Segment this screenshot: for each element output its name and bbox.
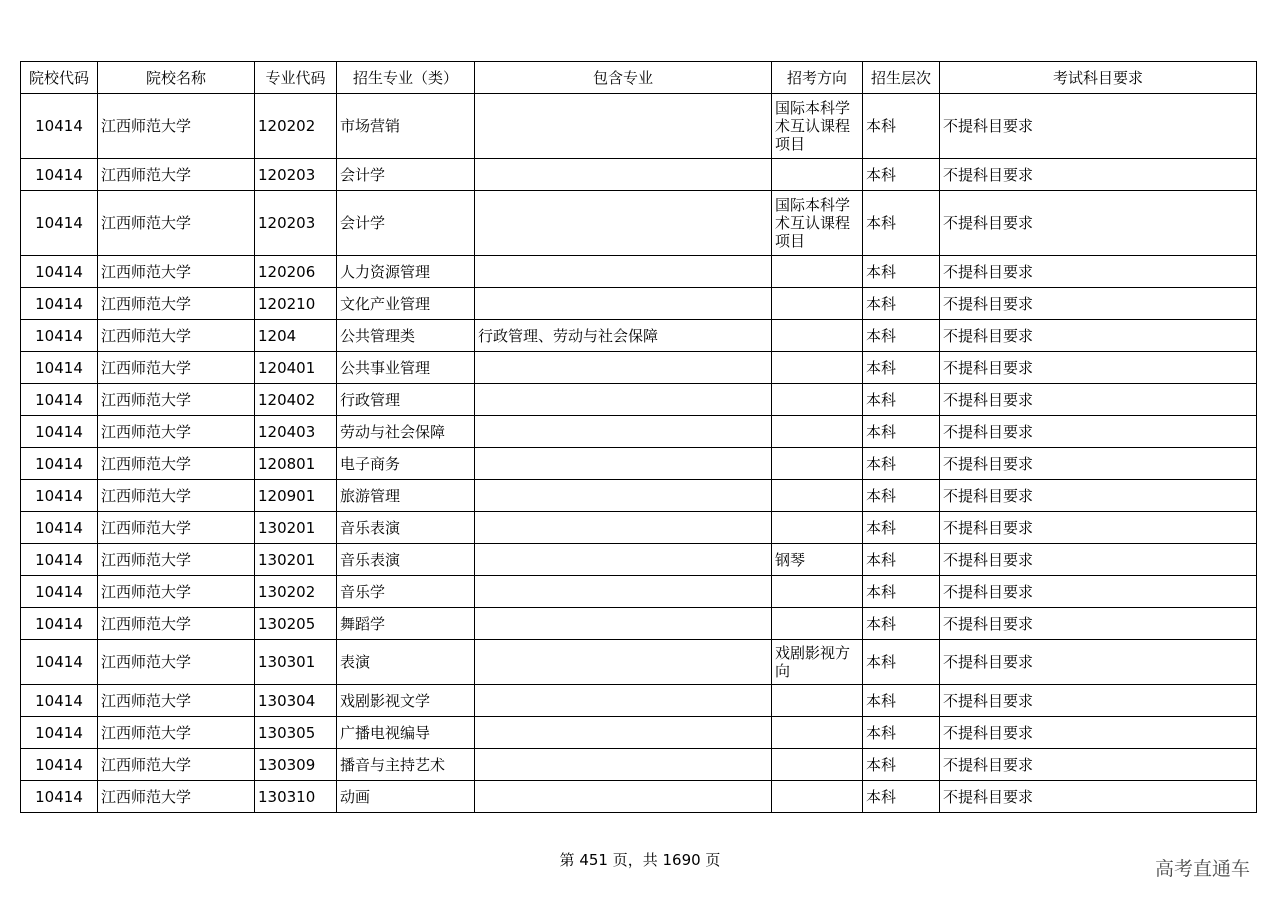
cell-included-majors [475,781,772,813]
table-row [21,576,1257,608]
cell-school-code: 10414 [21,749,98,781]
cell-major-code: 130310 [255,781,337,813]
cell-school-name: 江西师范大学 [98,320,255,352]
cell-school-name: 江西师范大学 [98,352,255,384]
cell-subject-requirement: 不提科目要求 [940,159,1257,191]
cell-school-code: 10414 [21,544,98,576]
cell-direction: 戏剧影视方向 [772,640,863,685]
cell-level: 本科 [863,544,940,576]
cell-level: 本科 [863,576,940,608]
cell-included-majors [475,608,772,640]
enrollment-table [20,61,1257,813]
table-row [21,352,1257,384]
cell-level: 本科 [863,781,940,813]
cell-major: 动画 [337,781,475,813]
cell-included-majors [475,384,772,416]
cell-school-name: 江西师范大学 [98,749,255,781]
cell-major: 电子商务 [337,448,475,480]
cell-major: 旅游管理 [337,480,475,512]
cell-subject-requirement: 不提科目要求 [940,781,1257,813]
cell-major: 劳动与社会保障 [337,416,475,448]
cell-major: 广播电视编导 [337,717,475,749]
cell-level: 本科 [863,352,940,384]
cell-direction: 国际本科学术互认课程项目 [772,94,863,159]
header-school-code: 院校代码 [21,62,98,94]
cell-school-code: 10414 [21,480,98,512]
cell-included-majors [475,352,772,384]
cell-major: 会计学 [337,191,475,256]
cell-major: 戏剧影视文学 [337,685,475,717]
cell-level: 本科 [863,320,940,352]
cell-school-name: 江西师范大学 [98,448,255,480]
cell-included-majors [475,544,772,576]
cell-school-code: 10414 [21,384,98,416]
cell-direction [772,781,863,813]
cell-school-code: 10414 [21,191,98,256]
cell-major: 行政管理 [337,384,475,416]
cell-school-name: 江西师范大学 [98,94,255,159]
cell-major-code: 120402 [255,384,337,416]
table-row [21,94,1257,159]
cell-direction [772,352,863,384]
cell-major-code: 130301 [255,640,337,685]
cell-subject-requirement: 不提科目要求 [940,685,1257,717]
cell-major-code: 130305 [255,717,337,749]
cell-school-name: 江西师范大学 [98,781,255,813]
cell-major-code: 130202 [255,576,337,608]
cell-included-majors [475,512,772,544]
table-row [21,416,1257,448]
cell-subject-requirement: 不提科目要求 [940,256,1257,288]
cell-included-majors [475,480,772,512]
cell-school-name: 江西师范大学 [98,685,255,717]
cell-direction [772,416,863,448]
cell-included-majors [475,448,772,480]
cell-major-code: 130309 [255,749,337,781]
header-included-majors: 包含专业 [475,62,772,94]
cell-school-name: 江西师范大学 [98,416,255,448]
cell-major: 音乐表演 [337,544,475,576]
table-row [21,191,1257,256]
cell-school-code: 10414 [21,448,98,480]
cell-included-majors [475,576,772,608]
cell-school-code: 10414 [21,685,98,717]
cell-included-majors [475,416,772,448]
table-row [21,608,1257,640]
cell-school-code: 10414 [21,717,98,749]
table-row [21,448,1257,480]
cell-direction [772,576,863,608]
cell-subject-requirement: 不提科目要求 [940,416,1257,448]
cell-major: 音乐表演 [337,512,475,544]
cell-school-name: 江西师范大学 [98,480,255,512]
cell-direction [772,512,863,544]
cell-major-code: 130201 [255,544,337,576]
cell-level: 本科 [863,159,940,191]
cell-level: 本科 [863,480,940,512]
cell-major-code: 130201 [255,512,337,544]
cell-major-code: 120206 [255,256,337,288]
header-subject-requirement: 考试科目要求 [940,62,1257,94]
cell-school-code: 10414 [21,608,98,640]
cell-subject-requirement: 不提科目要求 [940,288,1257,320]
table-body [21,94,1257,813]
cell-level: 本科 [863,191,940,256]
cell-direction: 国际本科学术互认课程项目 [772,191,863,256]
cell-level: 本科 [863,384,940,416]
cell-level: 本科 [863,448,940,480]
cell-direction [772,448,863,480]
cell-subject-requirement: 不提科目要求 [940,191,1257,256]
cell-major-code: 120203 [255,159,337,191]
cell-school-name: 江西师范大学 [98,288,255,320]
header-direction: 招考方向 [772,62,863,94]
cell-major-code: 120801 [255,448,337,480]
cell-direction [772,159,863,191]
table-row [21,159,1257,191]
cell-major: 表演 [337,640,475,685]
table-header-row [21,62,1257,94]
cell-major: 音乐学 [337,576,475,608]
cell-subject-requirement: 不提科目要求 [940,94,1257,159]
cell-school-code: 10414 [21,159,98,191]
header-major: 招生专业（类） [337,62,475,94]
cell-direction [772,608,863,640]
table-row [21,384,1257,416]
table-row [21,717,1257,749]
cell-school-name: 江西师范大学 [98,544,255,576]
table-row [21,544,1257,576]
cell-school-name: 江西师范大学 [98,640,255,685]
cell-school-name: 江西师范大学 [98,256,255,288]
table-row [21,685,1257,717]
cell-level: 本科 [863,416,940,448]
table-row [21,288,1257,320]
cell-school-code: 10414 [21,576,98,608]
cell-included-majors [475,256,772,288]
cell-school-code: 10414 [21,640,98,685]
header-school-name: 院校名称 [98,62,255,94]
cell-school-code: 10414 [21,416,98,448]
cell-subject-requirement: 不提科目要求 [940,512,1257,544]
cell-school-code: 10414 [21,352,98,384]
table-row [21,512,1257,544]
table-row [21,256,1257,288]
cell-subject-requirement: 不提科目要求 [940,749,1257,781]
cell-direction [772,320,863,352]
cell-school-name: 江西师范大学 [98,717,255,749]
cell-subject-requirement: 不提科目要求 [940,544,1257,576]
cell-major-code: 120403 [255,416,337,448]
cell-major: 人力资源管理 [337,256,475,288]
cell-level: 本科 [863,640,940,685]
header-major-code: 专业代码 [255,62,337,94]
cell-level: 本科 [863,256,940,288]
cell-major-code: 120210 [255,288,337,320]
cell-school-name: 江西师范大学 [98,608,255,640]
cell-school-code: 10414 [21,94,98,159]
header-level: 招生层次 [863,62,940,94]
cell-major-code: 130304 [255,685,337,717]
cell-subject-requirement: 不提科目要求 [940,448,1257,480]
cell-major: 舞蹈学 [337,608,475,640]
cell-direction [772,685,863,717]
cell-included-majors [475,191,772,256]
table-row [21,320,1257,352]
cell-subject-requirement: 不提科目要求 [940,717,1257,749]
cell-direction [772,480,863,512]
cell-included-majors [475,640,772,685]
cell-direction [772,749,863,781]
cell-direction [772,717,863,749]
cell-school-name: 江西师范大学 [98,576,255,608]
cell-major: 播音与主持艺术 [337,749,475,781]
cell-subject-requirement: 不提科目要求 [940,640,1257,685]
table-row [21,781,1257,813]
cell-school-name: 江西师范大学 [98,384,255,416]
cell-subject-requirement: 不提科目要求 [940,384,1257,416]
cell-major-code: 120203 [255,191,337,256]
cell-school-code: 10414 [21,512,98,544]
cell-included-majors [475,717,772,749]
cell-included-majors [475,159,772,191]
watermark-logo-text: 高考直通车 [1154,858,1250,880]
cell-school-code: 10414 [21,781,98,813]
cell-level: 本科 [863,608,940,640]
cell-major: 会计学 [337,159,475,191]
cell-level: 本科 [863,288,940,320]
cell-school-name: 江西师范大学 [98,191,255,256]
cell-major-code: 130205 [255,608,337,640]
cell-level: 本科 [863,685,940,717]
table-row [21,749,1257,781]
cell-level: 本科 [863,749,940,781]
cell-subject-requirement: 不提科目要求 [940,576,1257,608]
cell-subject-requirement: 不提科目要求 [940,480,1257,512]
cell-direction [772,256,863,288]
cell-included-majors [475,685,772,717]
cell-subject-requirement: 不提科目要求 [940,352,1257,384]
cell-major-code: 1204 [255,320,337,352]
page-number: 第 451 页，共 1690 页 [559,851,721,869]
cell-major: 文化产业管理 [337,288,475,320]
cell-level: 本科 [863,717,940,749]
cell-direction [772,288,863,320]
cell-major-code: 120401 [255,352,337,384]
table-row [21,480,1257,512]
cell-school-name: 江西师范大学 [98,512,255,544]
cell-included-majors [475,94,772,159]
cell-included-majors [475,288,772,320]
cell-school-code: 10414 [21,288,98,320]
cell-school-name: 江西师范大学 [98,159,255,191]
cell-subject-requirement: 不提科目要求 [940,608,1257,640]
cell-major-code: 120202 [255,94,337,159]
cell-subject-requirement: 不提科目要求 [940,320,1257,352]
cell-major-code: 120901 [255,480,337,512]
cell-school-code: 10414 [21,256,98,288]
cell-included-majors: 行政管理、劳动与社会保障 [475,320,772,352]
cell-direction: 钢琴 [772,544,863,576]
table-row [21,640,1257,685]
cell-level: 本科 [863,512,940,544]
cell-level: 本科 [863,94,940,159]
cell-major: 公共管理类 [337,320,475,352]
cell-major: 市场营销 [337,94,475,159]
cell-direction [772,384,863,416]
cell-major: 公共事业管理 [337,352,475,384]
cell-school-code: 10414 [21,320,98,352]
cell-included-majors [475,749,772,781]
